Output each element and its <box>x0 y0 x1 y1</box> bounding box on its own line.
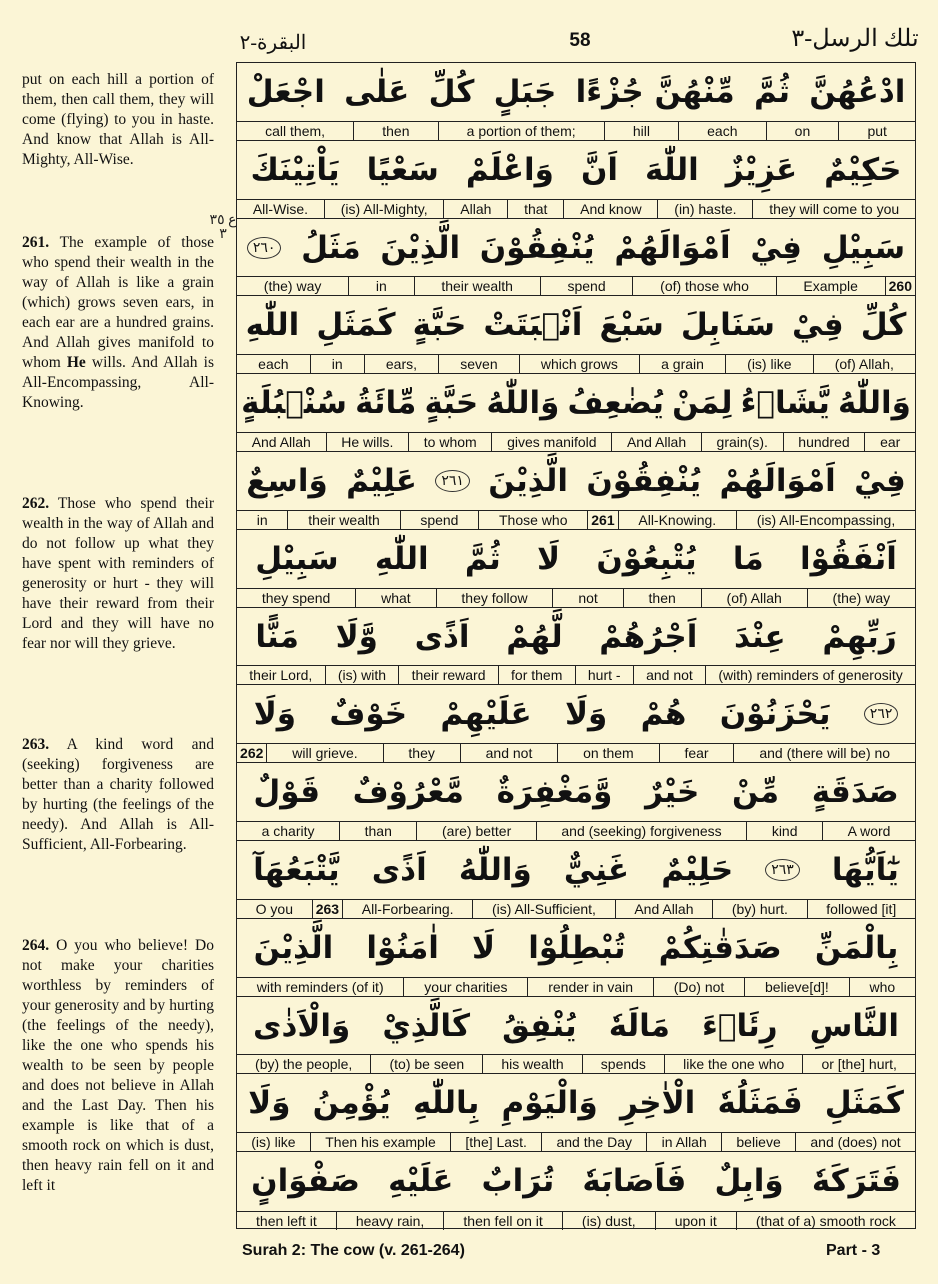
word-gloss: who <box>849 978 915 996</box>
commentary-text: wills. And Allah is All-Encompassing, All-Knowing. <box>22 354 214 411</box>
word-gloss: a grain <box>639 355 725 373</box>
word-gloss: (is) like <box>251 1134 296 1151</box>
verse-row <box>237 141 915 219</box>
arabic-word: عَلِيْمٌ <box>346 463 417 499</box>
word-gloss: then fell on it <box>443 1212 562 1230</box>
word-gloss: in <box>256 511 268 528</box>
commentary-text: Those who spend their wealth in the way of Allah and do not follow up what they have spent with reminders of generosity or hurt - they will have their reward from their Lord and they will have no fear nor will they grieve. <box>22 495 214 652</box>
arabic-word: النَّاسِ <box>809 1007 899 1044</box>
verse-end-marker: ٢٦٣ <box>765 859 800 881</box>
word-gloss: [the] Last. <box>450 1133 541 1151</box>
word-gloss: for them <box>498 666 575 684</box>
commentary-text: O you who believe! Do not make your charities worthless by reminders of your generosity and by hurting (the feelings of the needy), like the one who spends his wealth to be seen by people and does not believe in Allah and the Last Day. Then his example is like that of a smooth rock on which is dust, then heavy rain fell on it and left it <box>22 937 214 1194</box>
arabic-word: يَّشَاۤءُ <box>740 385 830 422</box>
word-gloss: (the) way <box>807 589 915 607</box>
translation-line <box>237 899 915 918</box>
verse-number-cell: 262 <box>240 745 264 762</box>
commentary-verse-262 <box>22 494 214 654</box>
arabic-word: اَمْوَالَهُمْ <box>614 229 731 266</box>
word-gloss: they <box>383 744 460 762</box>
word-gloss: on them <box>557 744 658 762</box>
arabic-word: لَا <box>537 540 561 577</box>
arabic-word: يُؤْمِنُ <box>312 1085 391 1122</box>
arabic-word: كُلِّ <box>860 307 907 344</box>
arabic-word: اَنَّ <box>580 151 619 188</box>
word-gloss: render in vain <box>527 978 653 996</box>
word-gloss: (is) All-Encompassing, <box>736 511 915 529</box>
verse-number: 264. <box>22 937 50 954</box>
word-gloss: Then his example <box>310 1133 450 1151</box>
word-gloss: and (there will be) no <box>733 744 915 762</box>
word-gloss: spends <box>582 1055 664 1073</box>
word-gloss: spend <box>540 277 633 295</box>
arabic-line <box>237 141 915 199</box>
arabic-word: اَنْفَقُوْا <box>799 540 897 577</box>
arabic-word: مَا <box>732 540 764 577</box>
verse-row <box>237 374 915 452</box>
arabic-word: اَنْۢبَتَتْ <box>483 307 583 344</box>
arabic-line <box>237 63 915 121</box>
translation-line <box>237 665 915 684</box>
word-gloss: and (does) not <box>795 1133 915 1151</box>
arabic-word: اللّٰهِ <box>245 307 300 344</box>
arabic-word: صَفْوَانٍ <box>251 1163 360 1200</box>
arabic-word: الَّذِيْنَ <box>253 929 334 966</box>
word-gloss: a portion of them; <box>438 122 604 140</box>
word-gloss: Those who <box>478 511 587 529</box>
arabic-word: صَدَقٰتِكُمْ <box>658 929 782 966</box>
arabic-word: هُمْ <box>640 696 687 733</box>
word-gloss: like the one who <box>664 1055 802 1073</box>
commentary-text: put on each hill a portion of them, then call them, they will come (flying) to you in haste. And know that Allah is All-Mighty, All-Wise. <box>22 71 214 168</box>
word-gloss: And know <box>563 200 657 218</box>
commentary-text: A kind word and (seeking) forgiveness are better than a charity followed by hurting (the feelings of the needy). And Allah is All-Sufficient, All-Forbearing. <box>22 736 214 853</box>
arabic-word: صَدَقَةٍ <box>811 774 899 811</box>
word-gloss: All-Knowing. <box>618 511 736 529</box>
arabic-word: الَّذِيْنَ <box>488 463 568 499</box>
arabic-word: وَلَا <box>253 696 297 733</box>
translation-line <box>237 510 915 529</box>
arabic-word: اللّٰهَ <box>645 151 699 188</box>
arabic-line <box>237 841 915 899</box>
arabic-line <box>237 997 915 1055</box>
arabic-word: كَمَثَلِ <box>824 1085 904 1122</box>
verse-row <box>237 219 915 297</box>
arabic-word: لِمَنْ <box>672 385 733 422</box>
word-gloss: they follow <box>436 589 553 607</box>
commentary-verse-263 <box>22 735 214 855</box>
verse-row <box>237 530 915 608</box>
arabic-word: جَبَلٍ <box>493 74 557 110</box>
arabic-word: وَلَا <box>248 1085 291 1122</box>
arabic-word: الَّذِيْنَ <box>380 229 461 266</box>
word-gloss: will grieve. <box>266 744 382 762</box>
ruku-marker: ع ٣٥ ٣ <box>209 213 237 242</box>
arabic-word: اٰمَنُوْا <box>366 929 439 966</box>
verse-row <box>237 452 915 530</box>
arabic-word: حَبَّةٍ <box>424 385 479 422</box>
word-gloss: (is) with <box>325 666 399 684</box>
verse-number: 263. <box>22 736 50 753</box>
word-gloss: seven <box>438 355 519 373</box>
arabic-word: سَنَابِلَ <box>680 307 775 344</box>
word-gloss: He wills. <box>326 433 409 451</box>
word-gloss: (Do) not <box>653 978 744 996</box>
commentary-continuation <box>22 70 214 170</box>
word-gloss: put <box>838 122 915 140</box>
word-gloss: (in) haste. <box>657 200 752 218</box>
word-gloss: their wealth <box>287 511 399 529</box>
arabic-word: عَلٰى <box>344 74 410 110</box>
word-gloss: Allah <box>443 200 507 218</box>
arabic-word: يُضٰعِفُ <box>567 385 665 422</box>
arabic-word: فِيْ <box>854 463 906 499</box>
header-juz: تلك الرسل-٣ <box>791 26 919 52</box>
word-gloss: A word <box>822 822 915 840</box>
arabic-word: رِئَاۤءَ <box>702 1007 778 1044</box>
verse-number: 261. <box>22 234 50 251</box>
verse-end-marker: ٢٦١ <box>435 470 470 492</box>
verse-row <box>237 608 915 686</box>
arabic-word: قَوْلٌ <box>253 774 321 811</box>
arabic-word: مَّعْرُوْفٌ <box>352 774 464 811</box>
arabic-word: خَوْفٌ <box>329 696 408 733</box>
word-gloss: on <box>766 122 839 140</box>
verse-row <box>237 1152 915 1230</box>
arabic-word: سَبْعَ <box>599 307 664 344</box>
word-gloss: And Allah <box>251 433 311 450</box>
word-gloss: ear <box>864 433 915 451</box>
word-gloss: believe <box>721 1133 795 1151</box>
word-gloss: (of) Allah, <box>813 355 915 373</box>
word-gloss: their Lord, <box>249 667 313 684</box>
word-gloss: grain(s). <box>701 433 783 451</box>
word-gloss: and (seeking) forgiveness <box>536 822 746 840</box>
word-gloss: in Allah <box>646 1133 721 1151</box>
arabic-word: سُنْۢبُلَةٍ <box>241 385 347 422</box>
commentary-emphasis: He <box>66 354 86 371</box>
word-gloss: or [the] hurt, <box>802 1055 915 1073</box>
arabic-word: عَلَيْهِمْ <box>440 696 532 733</box>
arabic-line <box>237 296 915 354</box>
arabic-word: بِالْمَنِّ <box>814 929 899 966</box>
word-gloss: believe[d]! <box>744 978 849 996</box>
arabic-word: غَنِيٌّ <box>563 852 630 888</box>
word-gloss: heavy rain, <box>336 1212 444 1230</box>
word-gloss: fear <box>659 744 734 762</box>
word-gloss: All-Wise. <box>252 200 309 217</box>
arabic-word: يُنْفِقُوْنَ <box>479 229 595 266</box>
word-gloss: and not <box>460 744 557 762</box>
word-gloss: And Allah <box>615 900 713 918</box>
verse-row <box>237 763 915 841</box>
translation-line <box>237 276 915 295</box>
arabic-word: مَنًّا <box>255 618 299 655</box>
word-gloss: (with) reminders of generosity <box>705 666 915 684</box>
word-gloss: (is) dust, <box>562 1212 655 1230</box>
arabic-word: يَحْزَنُوْنَ <box>719 696 831 733</box>
arabic-word: يُتْبِعُوْنَ <box>596 540 697 577</box>
word-gloss: call them, <box>265 122 326 139</box>
arabic-word: مِّنْ <box>731 774 780 811</box>
footer-part: Part - 3 <box>826 1242 881 1259</box>
word-gloss: in <box>348 277 413 295</box>
word-gloss: not <box>552 589 622 607</box>
arabic-word: فَاَصَابَهٗ <box>582 1163 687 1200</box>
word-gloss: gives manifold <box>491 433 611 451</box>
translation-line <box>237 1054 915 1073</box>
commentary-text: The example of those who spend their wealth in the way of Allah is like a grain (which) grows seven ears, in each ear are a hundred grains. And Allah gives manifold to whom <box>22 234 214 371</box>
arabic-word: وَاللّٰهُ <box>837 385 911 422</box>
translation-line <box>237 199 915 218</box>
arabic-word: تُرَابٌ <box>481 1163 555 1200</box>
translation-line <box>237 588 915 607</box>
arabic-word: بِاللّٰهِ <box>412 1085 480 1122</box>
arabic-word: وَاللّٰهُ <box>458 852 532 888</box>
arabic-word: سَبِيْلِ <box>255 540 339 577</box>
word-gloss: they will come to you <box>752 200 915 218</box>
arabic-word: يُنْفِقُوْنَ <box>586 463 702 499</box>
word-gloss: Example <box>776 277 885 295</box>
verse-row <box>237 841 915 919</box>
arabic-word: يَّتْبَعُهَآ <box>253 852 340 888</box>
translation-line <box>237 743 915 762</box>
arabic-word: سَبِيْلِ <box>821 229 906 266</box>
arabic-word: سَعْيًا <box>366 151 439 188</box>
arabic-word: خَيْرٌ <box>645 774 700 811</box>
arabic-word: اَذًى <box>371 852 427 888</box>
word-gloss: then left it <box>256 1212 317 1229</box>
translation-line <box>237 121 915 140</box>
arabic-word: اَمْوَالَهُمْ <box>719 463 836 499</box>
arabic-word: تُبْطِلُوْا <box>528 929 626 966</box>
header-surah: البقرة-٢ <box>239 32 307 54</box>
arabic-word: اللّٰهِ <box>374 540 429 577</box>
arabic-word: يَاْتِيْنَكَ <box>250 151 340 188</box>
arabic-line <box>237 530 915 588</box>
arabic-word: وَابِلٌ <box>714 1163 784 1200</box>
arabic-word: وَاسِعٌ <box>246 463 328 499</box>
word-gloss: kind <box>746 822 822 840</box>
arabic-word: وَاللّٰهُ <box>486 385 560 422</box>
arabic-line <box>237 1074 915 1132</box>
arabic-word: عَزِيْزٌ <box>725 151 798 188</box>
page-number: 58 <box>569 30 591 51</box>
translation-line <box>237 1132 915 1151</box>
verse-row <box>237 685 915 763</box>
arabic-word: وَّلَا <box>335 618 378 655</box>
word-gloss: then <box>353 122 437 140</box>
word-gloss: your charities <box>403 978 527 996</box>
arabic-line <box>237 374 915 432</box>
arabic-word: رَبِّهِمْ <box>822 618 897 655</box>
arabic-word: كُلِّ <box>428 74 475 110</box>
interlinear-grid <box>236 62 916 1229</box>
word-gloss: (to) be seen <box>370 1055 482 1073</box>
translation-line <box>237 432 915 451</box>
arabic-word: فِيْ <box>750 229 802 266</box>
arabic-word: كَمَثَلِ <box>316 307 396 344</box>
arabic-word: فَمَثَلُهٗ <box>717 1085 803 1122</box>
verse-row <box>237 1074 915 1152</box>
word-gloss: then <box>623 589 701 607</box>
arabic-word: حَلِيْمٌ <box>661 852 734 888</box>
word-gloss: (the) way <box>263 278 322 295</box>
verse-row <box>237 296 915 374</box>
verse-end-marker: ٢٦٢ <box>864 703 899 725</box>
arabic-word: حَكِيْمٌ <box>824 151 902 188</box>
word-gloss: (of) Allah <box>701 589 807 607</box>
word-gloss: with reminders (of it) <box>256 978 384 995</box>
word-gloss: upon it <box>655 1212 736 1230</box>
verse-number-cell: 261 <box>587 511 617 529</box>
arabic-word: ادْعُهُنَّ <box>809 74 906 110</box>
commentary-verse-264 <box>22 936 214 1196</box>
word-gloss: hundred <box>783 433 865 451</box>
arabic-word: الْاٰخِرِ <box>619 1085 696 1122</box>
commentary-verse-261 <box>22 233 214 413</box>
word-gloss: that <box>507 200 563 218</box>
word-gloss: hill <box>604 122 678 140</box>
word-gloss: followed [it] <box>807 900 915 918</box>
word-gloss: what <box>355 589 435 607</box>
word-gloss: hurt - <box>575 666 633 684</box>
word-gloss: O you <box>255 900 294 917</box>
arabic-word: فِيْ <box>792 307 844 344</box>
verse-row <box>237 919 915 997</box>
arabic-line <box>237 685 915 743</box>
word-gloss: they spend <box>261 589 331 606</box>
word-gloss: (that of a) smooth rock <box>736 1212 915 1230</box>
arabic-line <box>237 452 915 510</box>
arabic-line <box>237 1152 915 1210</box>
word-gloss: (by) the people, <box>255 1056 353 1073</box>
arabic-line <box>237 919 915 977</box>
translation-line <box>237 354 915 373</box>
word-gloss: their wealth <box>414 277 540 295</box>
word-gloss: each <box>678 122 766 140</box>
arabic-word: مِّنْهُنَّ جُزْءًا <box>575 74 735 110</box>
arabic-word: اجْعَلْ <box>246 74 325 110</box>
arabic-word: يٰٓاَيُّهَا <box>831 852 899 888</box>
arabic-word: وَالْيَوْمِ <box>501 1085 598 1122</box>
word-gloss: (of) those who <box>632 277 775 295</box>
arabic-word: مَثَلُ <box>301 229 361 266</box>
word-gloss: (is) All-Mighty, <box>324 200 444 218</box>
word-gloss: (is) like <box>725 355 813 373</box>
word-gloss: All-Forbearing. <box>342 900 472 918</box>
word-gloss: (is) All-Sufficient, <box>472 900 614 918</box>
arabic-word: حَبَّةٍ <box>412 307 467 344</box>
word-gloss: in <box>310 355 364 373</box>
verse-row <box>237 997 915 1075</box>
word-gloss: ears, <box>364 355 438 373</box>
verse-number-cell: 260 <box>885 277 915 295</box>
word-gloss: to whom <box>408 433 491 451</box>
arabic-word: مَالَهٗ <box>608 1007 670 1044</box>
word-gloss: which grows <box>519 355 639 373</box>
verse-row <box>237 63 915 141</box>
arabic-line <box>237 219 915 277</box>
arabic-word: لَّهُمْ <box>506 618 563 655</box>
arabic-word: وَالْاَذٰى <box>253 1007 351 1044</box>
word-gloss: (by) hurt. <box>712 900 806 918</box>
arabic-word: وَاعْلَمْ <box>465 151 554 188</box>
arabic-word: ثُمَّ <box>754 74 790 110</box>
arabic-word: ثُمَّ <box>464 540 501 577</box>
word-gloss: (are) better <box>416 822 535 840</box>
arabic-word: يُنْفِقُ <box>502 1007 577 1044</box>
word-gloss: And Allah <box>611 433 701 451</box>
translation-line <box>237 821 915 840</box>
word-gloss: than <box>339 822 416 840</box>
arabic-word: اَذًى <box>414 618 470 655</box>
arabic-word: وَلَا <box>564 696 608 733</box>
word-gloss: and the Day <box>541 1133 646 1151</box>
verse-number-cell: 263 <box>312 900 342 918</box>
arabic-word: مِّائَةُ <box>355 385 417 422</box>
footer-surah-info: Surah 2: The cow (v. 261-264) <box>242 1242 465 1259</box>
verse-end-marker: ٢٦٠ <box>247 237 282 259</box>
arabic-line <box>237 763 915 821</box>
word-gloss: spend <box>400 511 479 529</box>
word-gloss: each <box>258 356 289 373</box>
arabic-word: وَّمَغْفِرَةٌ <box>496 774 613 811</box>
arabic-word: فَتَرَكَهٗ <box>811 1163 901 1200</box>
arabic-word: عِنْدَ <box>734 618 786 655</box>
word-gloss: and not <box>633 666 705 684</box>
arabic-word: عَلَيْهِ <box>388 1163 454 1200</box>
word-gloss: their reward <box>398 666 497 684</box>
verse-number: 262. <box>22 495 50 512</box>
arabic-word: لَا <box>472 929 496 966</box>
arabic-word: كَالَّذِيْ <box>382 1007 471 1044</box>
word-gloss: a charity <box>261 822 315 839</box>
translation-line <box>237 1211 915 1230</box>
word-gloss: his wealth <box>482 1055 581 1073</box>
arabic-line <box>237 608 915 666</box>
translation-line <box>237 977 915 996</box>
arabic-word: اَجْرُهُمْ <box>599 618 698 655</box>
